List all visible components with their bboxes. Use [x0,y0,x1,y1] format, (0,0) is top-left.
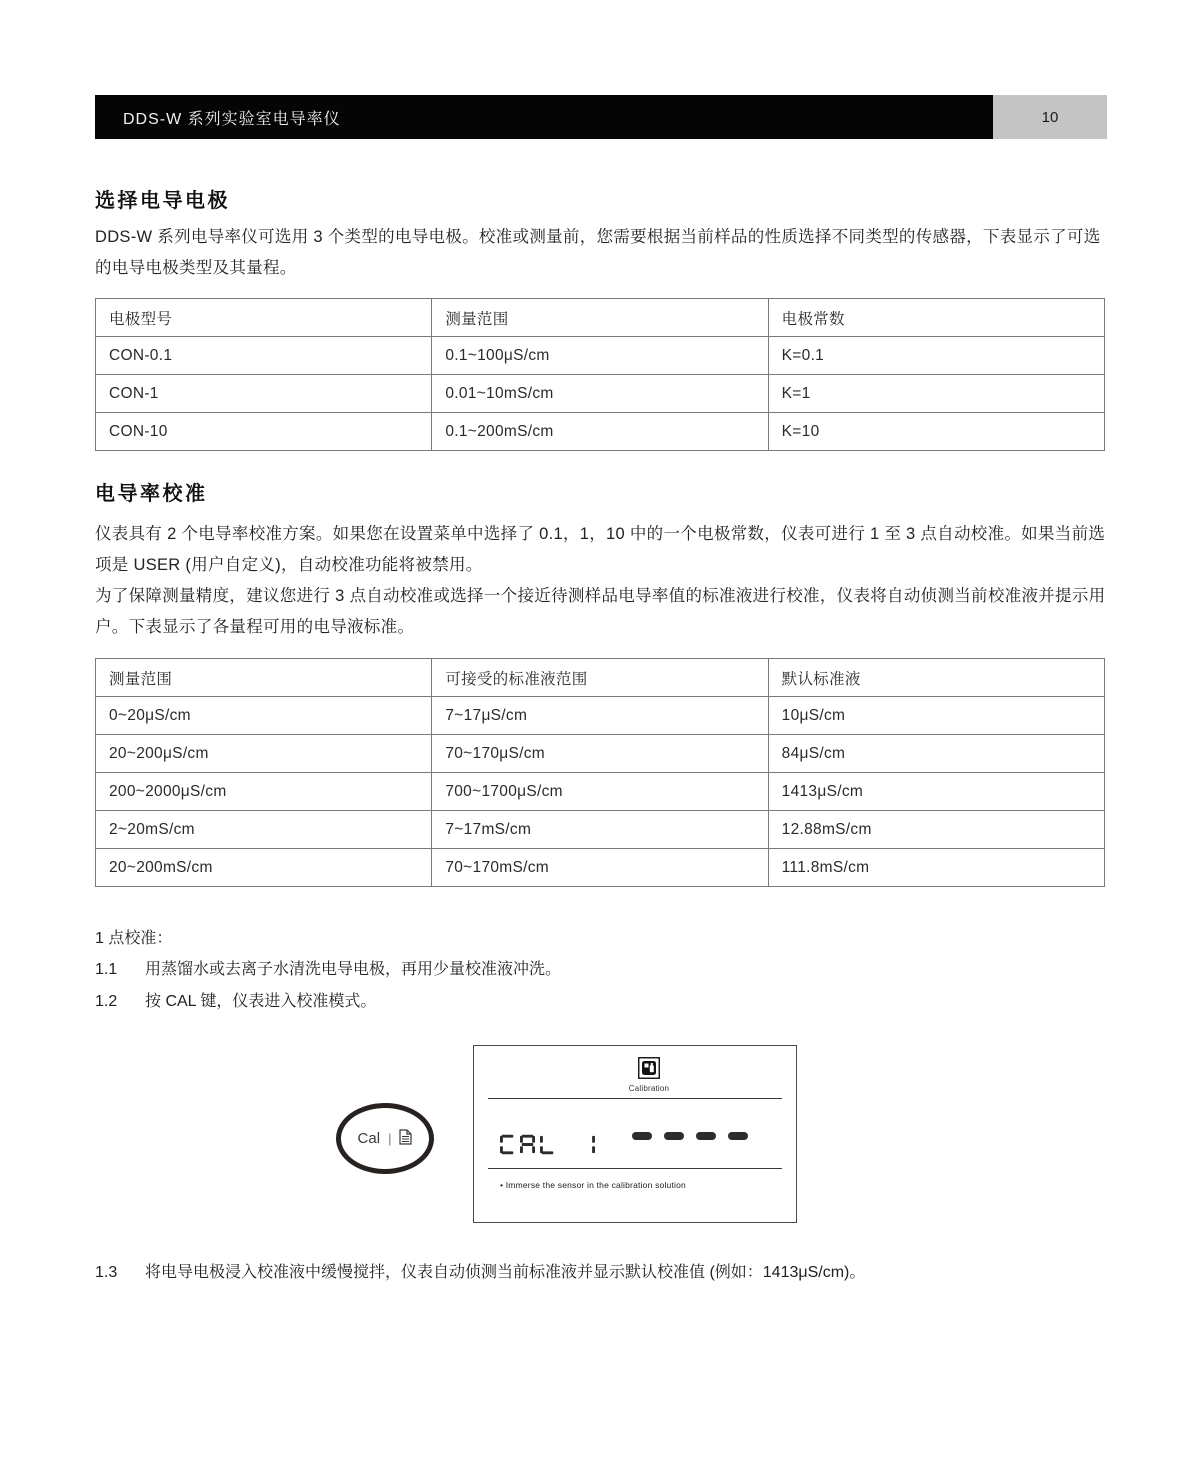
cal-button-label: Cal [357,1130,381,1147]
calibration-paragraphs [95,519,1107,643]
page-number: 10 [1041,108,1059,126]
paragraph-text: DDS-W 系列电导率仪可选用 3 个类型的电导电极。校准或测量前，您需要根据当前样品的性质选择不同类型的传感器，下表显示了可选的电导电极类型及其量程。 [95,228,1101,277]
table-header-cell: 电极常数 [768,299,1104,337]
lcd-note [500,1180,686,1190]
step-row [95,956,1107,979]
table-cell: 111.8mS/cm [768,849,1104,887]
section-title-conductivity-calibration: 电导率校准 [95,483,208,505]
header-title: DDS-W 系列实验室电导率仪 [123,110,341,128]
step-number: 1.3 [95,1264,118,1281]
table-row [96,811,1105,849]
lcd-separator-bottom [488,1168,782,1169]
table-cell: 84μS/cm [768,735,1104,773]
table-cell: CON-0.1 [96,337,432,375]
table-row [96,849,1105,887]
table-cell: K=10 [768,413,1104,451]
electrode-selection-paragraph [95,222,1107,284]
table-row [96,773,1105,811]
table-cell: 7~17mS/cm [432,811,768,849]
table-header-cell: 测量范围 [432,299,768,337]
paragraph-text: 仪表具有 2 个电导率校准方案。如果您在设置菜单中选择了 0.1，1，10 中的一个电极常数，仪表可进行 1 至 3 点自动校准。如果当前选项是 USER (用户自定义)，自动校准功能将被禁用。 [95,525,1106,574]
calibration-beaker-icon [638,1066,660,1083]
table-cell: 7~17μS/cm [432,697,768,735]
cal-button-divider: | [388,1131,392,1146]
lcd-dash-segment [664,1132,684,1140]
table-cell: CON-1 [96,375,432,413]
table-header-row [96,299,1105,337]
note-text: Immerse the sensor in the calibration solution [505,1180,686,1190]
lcd-display [500,1134,595,1155]
step-row [95,988,1107,1011]
step-text: 按 CAL 键，仪表进入校准模式。 [145,993,377,1010]
document-icon [399,1129,412,1149]
step-number: 1.2 [95,993,118,1010]
lcd-dash-segment [696,1132,716,1140]
table-cell: 700~1700μS/cm [432,773,768,811]
table-cell: 20~200μS/cm [96,735,432,773]
calibration-standards-table [95,658,1105,887]
page-number-box [993,95,1107,139]
step-text: 用蒸馏水或去离子水清洗电导电极，再用少量校准液冲洗。 [145,961,562,978]
table-cell: 0~20μS/cm [96,697,432,735]
lcd-dashes [632,1132,748,1140]
table-cell: 12.88mS/cm [768,811,1104,849]
calibration-icon-label: Calibration [628,1084,670,1093]
table-row [96,735,1105,773]
table-cell: 200~2000μS/cm [96,773,432,811]
calibration-illustration [95,1045,1107,1223]
table-row [96,337,1105,375]
table-header-cell: 测量范围 [96,659,432,697]
table-cell: 70~170μS/cm [432,735,768,773]
table-cell: 0.1~100μS/cm [432,337,768,375]
table-cell: K=1 [768,375,1104,413]
table-header-cell: 可接受的标准液范围 [432,659,768,697]
table-cell: 10μS/cm [768,697,1104,735]
table-header-cell: 电极型号 [96,299,432,337]
step-number: 1.1 [95,961,118,978]
table-cell: 20~200mS/cm [96,849,432,887]
lcd-dash-segment [632,1132,652,1140]
table-cell: 1413μS/cm [768,773,1104,811]
note-bullet: • [500,1180,504,1190]
paragraph-text: 为了保障测量精度，建议您进行 3 点自动校准或选择一个接近待测样品电导率值的标准液进行校准，仪表将自动侦测当前校准液并提示用户。下表显示了各量程可用的电导液标准。 [95,587,1106,636]
table-row [96,413,1105,451]
table-cell: 0.1~200mS/cm [432,413,768,451]
step-text: 将电导电极浸入校准液中缓慢搅拌，仪表自动侦测当前标准液并显示默认校准值 (例如：1413μS/cm)。 [145,1264,866,1281]
table-header-row [96,659,1105,697]
table-row [96,375,1105,413]
lcd-separator-top [488,1098,782,1099]
table-row [96,697,1105,735]
table-cell: K=0.1 [768,337,1104,375]
table-cell: 0.01~10mS/cm [432,375,768,413]
section-title-electrode-selection: 选择电导电极 [95,190,230,212]
step-row [95,1259,1107,1282]
electrode-table [95,298,1105,451]
calibration-icon-block [488,1057,810,1093]
page-header-bar [95,95,1107,139]
table-cell: 70~170mS/cm [432,849,768,887]
cal-button [336,1103,434,1174]
header-title-bar [95,95,993,139]
lcd-panel [473,1045,797,1223]
table-header-cell: 默认标准液 [768,659,1104,697]
table-cell: CON-10 [96,413,432,451]
lcd-dash-segment [728,1132,748,1140]
steps-heading: 1 点校准： [95,930,173,947]
table-cell: 2~20mS/cm [96,811,432,849]
